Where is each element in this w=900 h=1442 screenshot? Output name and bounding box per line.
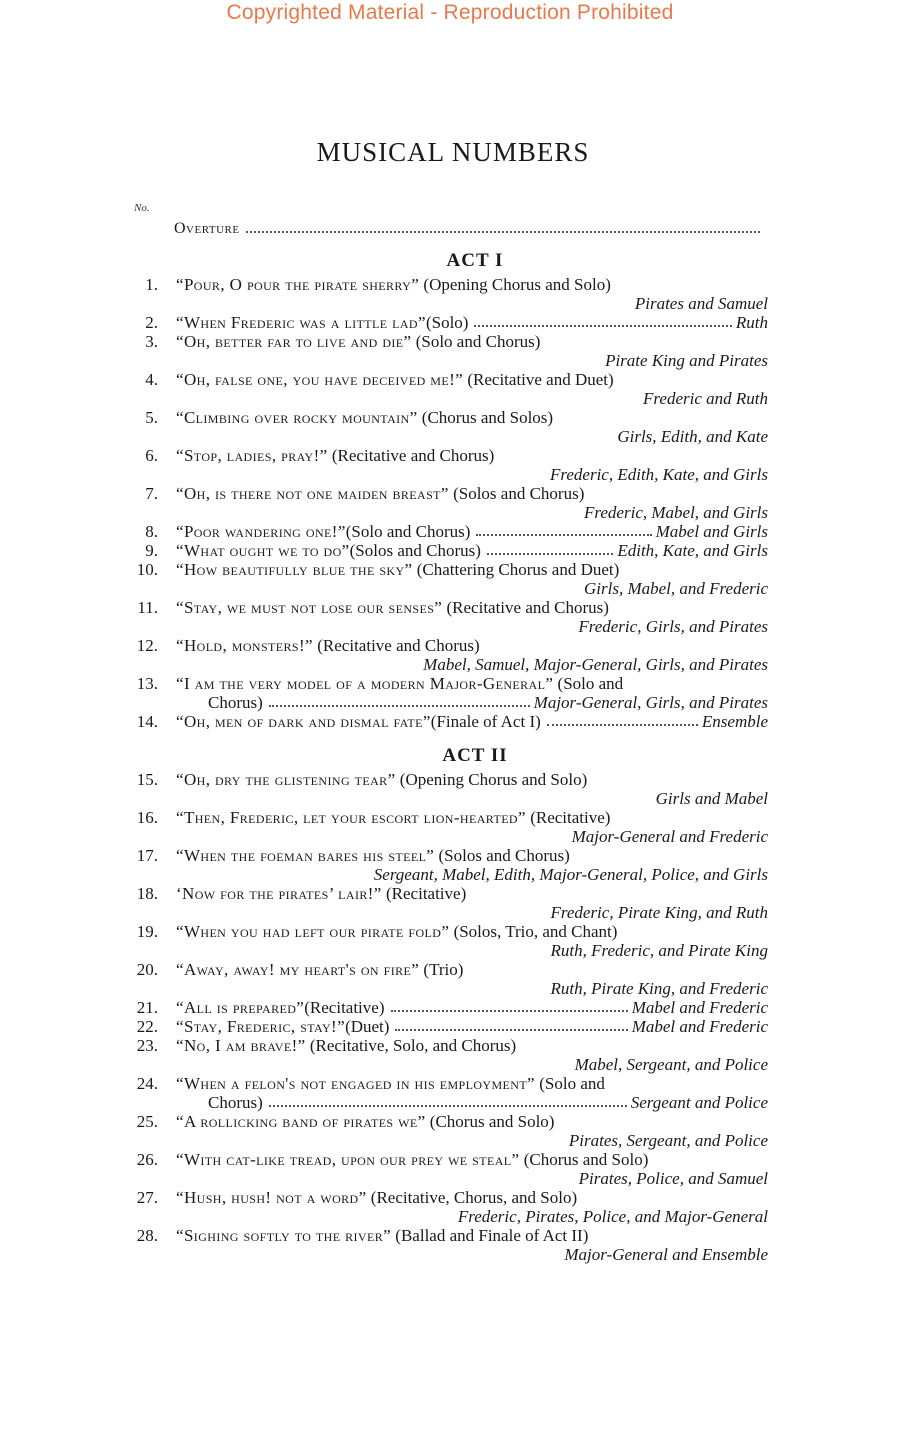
- song-performers-line: [176, 789, 768, 808]
- song-description: (Trio): [419, 960, 464, 979]
- song-line: [176, 846, 768, 865]
- dot-leader: [487, 541, 613, 555]
- song-entry: [130, 1150, 768, 1188]
- song-number: 21.: [136, 998, 158, 1017]
- song-line: [176, 770, 768, 789]
- song-line: [176, 522, 768, 541]
- song-performers-line: [176, 465, 768, 484]
- song-description: (Solo and Chorus): [345, 522, 471, 541]
- song-number: 27.: [136, 1188, 158, 1207]
- song-number: 8.: [145, 522, 158, 541]
- song-line: [176, 313, 768, 332]
- song-title: “Stop, ladies, pray!”: [176, 446, 328, 465]
- number-column-label: No.: [134, 202, 150, 214]
- song-performers-line: [176, 827, 768, 846]
- song-entry: [130, 808, 768, 846]
- song-title: “No, I am brave!”: [176, 1036, 306, 1055]
- song-title: “Poor wandering one!”: [176, 522, 346, 541]
- song-performers: Mabel, Sergeant, and Police: [574, 1055, 768, 1074]
- song-description: (Opening Chorus and Solo): [419, 275, 611, 294]
- song-entry: [130, 408, 768, 446]
- song-title: “Oh, false one, you have deceived me!”: [176, 370, 464, 389]
- song-title: “Away, away! my heart's on fire”: [176, 960, 420, 979]
- song-number: 1.: [145, 275, 158, 294]
- song-line: [176, 998, 768, 1017]
- song-number: 24.: [136, 1074, 158, 1093]
- song-performers: Frederic and Ruth: [643, 389, 768, 408]
- song-description: (Solos, Trio, and Chant): [449, 922, 618, 941]
- song-entry: [130, 560, 768, 598]
- song-performers: Mabel and Girls: [655, 522, 768, 541]
- song-performers: Pirates, Sergeant, and Police: [568, 1131, 768, 1150]
- song-title: “Sighing softly to the river”: [176, 1226, 392, 1245]
- song-line: [176, 560, 768, 579]
- song-description: (Solo): [425, 313, 469, 332]
- song-description: (Chorus and Solo): [519, 1150, 649, 1169]
- song-description: (Recitative, Solo, and Chorus): [305, 1036, 517, 1055]
- song-line: [208, 1093, 768, 1112]
- song-performers: Mabel and Frederic: [631, 998, 768, 1017]
- act-heading: ACT I: [446, 250, 504, 271]
- song-number: 16.: [136, 808, 158, 827]
- song-performers-line: [176, 294, 768, 313]
- dot-leader: [246, 219, 760, 233]
- song-description: (Solos and Chorus): [448, 484, 585, 503]
- song-entry: [130, 332, 768, 370]
- song-entry: [130, 370, 768, 408]
- dot-leader: [474, 313, 731, 327]
- song-entry: [130, 770, 768, 808]
- song-description: (Solo and Chorus): [411, 332, 541, 351]
- song-entry: [130, 922, 768, 960]
- song-title: “I am the very model of a modern Major-General”: [176, 674, 554, 693]
- song-entry: [130, 275, 768, 313]
- song-description: (Finale of Act I): [430, 712, 541, 731]
- song-performers-line: [176, 1245, 768, 1264]
- song-description: (Recitative): [304, 998, 385, 1017]
- song-performers: Frederic, Pirate King, and Ruth: [550, 903, 768, 922]
- dot-leader: [476, 522, 651, 536]
- song-performers: Ruth, Frederic, and Pirate King: [550, 941, 768, 960]
- song-title: “When Frederic was a little lad”: [176, 313, 426, 332]
- song-title: ‘Now for the pirates’ lair!”: [176, 884, 382, 903]
- song-line: [176, 275, 768, 294]
- song-performers: Major-General and Ensemble: [564, 1245, 768, 1264]
- song-entry: [130, 884, 768, 922]
- page-title: MUSICAL NUMBERS: [316, 137, 590, 167]
- song-number: 22.: [136, 1017, 158, 1036]
- song-description: (Ballad and Finale of Act II): [391, 1226, 589, 1245]
- song-title: “Hush, hush! not a word”: [176, 1188, 367, 1207]
- song-line: [176, 712, 768, 731]
- overture-label: Overture: [174, 220, 240, 237]
- song-performers: Girls, Edith, and Kate: [617, 427, 768, 446]
- song-entry: [130, 846, 768, 884]
- song-performers: Frederic, Mabel, and Girls: [584, 503, 768, 522]
- song-description: (Solo and: [553, 674, 624, 693]
- song-line: [176, 484, 768, 503]
- song-title: “How beautifully blue the sky”: [176, 560, 413, 579]
- song-line: [176, 1036, 768, 1055]
- song-entry: [130, 1036, 768, 1074]
- song-number: 19.: [136, 922, 158, 941]
- dot-leader: [269, 1093, 627, 1107]
- song-title: “Pour, O pour the pirate sherry”: [176, 275, 420, 294]
- song-performers-line: [176, 979, 768, 998]
- dot-leader: [391, 998, 628, 1012]
- song-entry: [130, 960, 768, 998]
- song-performers-line: [176, 427, 768, 446]
- song-number: 26.: [136, 1150, 158, 1169]
- song-performers: Frederic, Edith, Kate, and Girls: [550, 465, 768, 484]
- song-performers-line: [176, 865, 768, 884]
- song-number: 18.: [136, 884, 158, 903]
- song-performers: Mabel, Samuel, Major-General, Girls, and Pirates: [423, 655, 768, 674]
- song-description: (Opening Chorus and Solo): [395, 770, 588, 789]
- song-performers: Frederic, Girls, and Pirates: [578, 617, 768, 636]
- song-performers-line: [176, 1055, 768, 1074]
- song-performers: Girls and Mabel: [655, 789, 768, 808]
- song-performers: Sergeant and Police: [630, 1093, 768, 1112]
- song-performers-line: [176, 1169, 768, 1188]
- song-line: [176, 1074, 768, 1093]
- song-entry: [130, 674, 768, 712]
- song-entry: [130, 1188, 768, 1226]
- song-number: 10.: [136, 560, 158, 579]
- song-performers: Sergeant, Mabel, Edith, Major-General, Police, and Girls: [373, 865, 768, 884]
- song-performers: Major-General, Girls, and Pirates: [533, 693, 768, 712]
- song-performers-line: [176, 389, 768, 408]
- song-title: “Oh, dry the glistening tear”: [176, 770, 396, 789]
- song-entry: [130, 446, 768, 484]
- song-line: [176, 922, 768, 941]
- song-performers: Pirates and Samuel: [634, 294, 768, 313]
- song-entry: [130, 313, 768, 332]
- song-title: “A rollicking band of pirates we”: [176, 1112, 426, 1131]
- song-entry: [130, 712, 768, 731]
- song-entry: [130, 598, 768, 636]
- song-entry: [130, 522, 768, 541]
- song-description: (Solos and Chorus): [349, 541, 481, 560]
- song-description: (Recitative and Chorus): [327, 446, 495, 465]
- song-performers-line: [176, 503, 768, 522]
- song-description: (Recitative): [525, 808, 611, 827]
- song-line: [176, 1017, 768, 1036]
- song-title: “Climbing over rocky mountain”: [176, 408, 418, 427]
- song-line: [176, 1226, 768, 1245]
- song-line: [176, 446, 768, 465]
- song-number: 20.: [136, 960, 158, 979]
- copyright-watermark: Copyrighted Material - Reproduction Prohibited: [226, 1, 674, 24]
- song-description: (Chorus and Solo): [425, 1112, 555, 1131]
- song-number: 4.: [145, 370, 158, 389]
- song-description: (Chattering Chorus and Duet): [412, 560, 620, 579]
- song-description: (Duet): [345, 1017, 390, 1036]
- song-performers-line: [176, 941, 768, 960]
- song-line: [176, 808, 768, 827]
- song-performers: Pirate King and Pirates: [605, 351, 768, 370]
- song-description-continued: Chorus): [208, 693, 263, 712]
- song-performers: Ensemble: [701, 712, 768, 731]
- song-entry: [130, 1074, 768, 1112]
- song-performers-line: [176, 655, 768, 674]
- song-title: “Stay, we must not lose our senses”: [176, 598, 443, 617]
- song-number: 6.: [145, 446, 158, 465]
- song-entry: [130, 998, 768, 1017]
- song-description: (Solos and Chorus): [434, 846, 570, 865]
- song-performers-line: [176, 351, 768, 370]
- song-description: (Recitative and Chorus): [313, 636, 480, 655]
- song-line: [176, 1150, 768, 1169]
- song-line: [208, 693, 768, 712]
- song-title: “Oh, men of dark and dismal fate”: [176, 712, 431, 731]
- song-performers: Ruth: [735, 313, 768, 332]
- song-number: 17.: [136, 846, 158, 865]
- song-performers-line: [176, 1131, 768, 1150]
- song-line: [176, 408, 768, 427]
- song-title: “With cat-like tread, upon our prey we steal”: [176, 1150, 520, 1169]
- song-performers: Pirates, Police, and Samuel: [578, 1169, 768, 1188]
- dot-leader: [547, 712, 698, 726]
- song-number: 25.: [136, 1112, 158, 1131]
- song-title: “Oh, better far to live and die”: [176, 332, 412, 351]
- song-title: “Then, Frederic, let your escort lion-hearted”: [176, 808, 526, 827]
- song-title: “Oh, is there not one maiden breast”: [176, 484, 449, 503]
- dot-leader: [269, 693, 530, 707]
- song-line: [176, 541, 768, 560]
- song-title: “When a felon's not engaged in his employment”: [176, 1074, 535, 1093]
- song-line: [176, 674, 768, 693]
- song-number: 28.: [136, 1226, 158, 1245]
- song-number: 11.: [137, 598, 158, 617]
- song-entry: [130, 1226, 768, 1264]
- song-description: (Solo and: [535, 1074, 605, 1093]
- song-number: 3.: [145, 332, 158, 351]
- song-performers: Frederic, Pirates, Police, and Major-General: [457, 1207, 768, 1226]
- song-title: “What ought we to do”: [176, 541, 350, 560]
- overture-entry: [174, 219, 764, 239]
- song-title: “All is prepared”: [176, 998, 305, 1017]
- song-entry: [130, 636, 768, 674]
- song-number: 23.: [136, 1036, 158, 1055]
- song-performers: Mabel and Frederic: [631, 1017, 768, 1036]
- song-performers: Edith, Kate, and Girls: [617, 541, 768, 560]
- song-description: (Recitative): [381, 884, 467, 903]
- song-performers-line: [176, 903, 768, 922]
- song-line: [176, 1188, 768, 1207]
- song-performers-line: [176, 1207, 768, 1226]
- song-number: 13.: [136, 674, 158, 693]
- song-description: (Chorus and Solos): [417, 408, 554, 427]
- song-description: (Recitative and Chorus): [442, 598, 609, 617]
- song-title: “Stay, Frederic, stay!”: [176, 1017, 346, 1036]
- song-performers: Ruth, Pirate King, and Frederic: [550, 979, 768, 998]
- song-number: 7.: [145, 484, 158, 503]
- song-entry: [130, 484, 768, 522]
- song-number: 12.: [136, 636, 158, 655]
- song-title: “Hold, monsters!”: [176, 636, 314, 655]
- song-description-continued: Chorus): [208, 1093, 263, 1112]
- song-line: [176, 960, 768, 979]
- song-line: [176, 332, 768, 351]
- song-title: “When you had left our pirate fold”: [176, 922, 450, 941]
- song-number: 5.: [145, 408, 158, 427]
- song-number: 9.: [145, 541, 158, 560]
- song-entry: [130, 1017, 768, 1036]
- song-performers: Major-General and Frederic: [571, 827, 768, 846]
- song-performers-line: [176, 617, 768, 636]
- song-number: 14.: [136, 712, 158, 731]
- song-number: 15.: [136, 770, 158, 789]
- song-performers: Girls, Mabel, and Frederic: [584, 579, 768, 598]
- song-description: (Recitative and Duet): [463, 370, 614, 389]
- song-number: 2.: [145, 313, 158, 332]
- song-title: “When the foeman bares his steel”: [176, 846, 435, 865]
- song-line: [176, 1112, 768, 1131]
- song-description: (Recitative, Chorus, and Solo): [366, 1188, 578, 1207]
- song-line: [176, 636, 768, 655]
- dot-leader: [395, 1017, 627, 1031]
- act-heading: ACT II: [442, 745, 508, 766]
- song-line: [176, 370, 768, 389]
- song-line: [176, 884, 768, 903]
- song-performers-line: [176, 579, 768, 598]
- song-entry: [130, 541, 768, 560]
- song-entry: [130, 1112, 768, 1150]
- song-line: [176, 598, 768, 617]
